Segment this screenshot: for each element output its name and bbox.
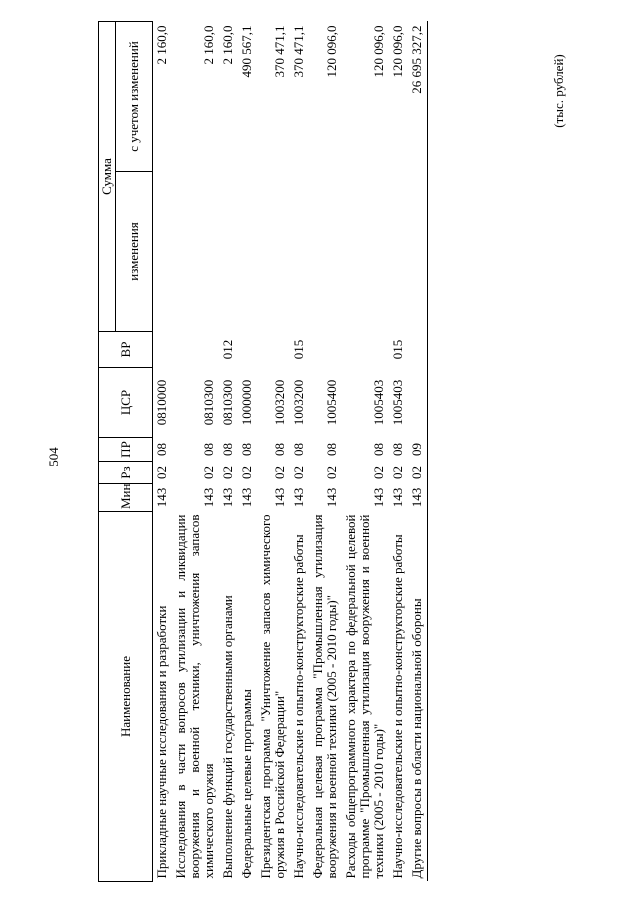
- row-changes: [408, 172, 428, 332]
- row-with-changes: 370 471,1: [272, 25, 287, 78]
- row-min: 143: [272, 487, 287, 508]
- row-with-changes: 370 471,1: [291, 25, 306, 78]
- row-name: Научно-исследовательские и опытно-конструкторские работы: [390, 534, 405, 879]
- row-name: Президентская программа "Уничтожение запасов химического оружия в Российской Федерации": [258, 514, 287, 879]
- row-vr: 012: [220, 339, 235, 360]
- row-csr: 0810300: [220, 379, 235, 426]
- row-rz: 02: [154, 466, 169, 479]
- row-changes: [257, 172, 290, 332]
- row-with-changes: 120 096,0: [390, 25, 405, 78]
- row-with-changes: 26 695 327,2: [408, 22, 428, 172]
- row-rz: 02: [390, 466, 405, 479]
- row-min: 143: [239, 487, 254, 508]
- row-pr: 08: [154, 443, 169, 456]
- row-vr: [342, 332, 389, 368]
- header-changes: изменения: [116, 172, 153, 332]
- header-min: Мин: [99, 484, 153, 512]
- row-name: Выполнение функций государственными органами: [220, 595, 235, 879]
- row-pr: 09: [408, 438, 428, 462]
- row-pr: 08: [220, 443, 235, 456]
- row-with-changes: 2 160,0: [154, 25, 169, 65]
- table-row: [342, 22, 389, 882]
- row-pr: 08: [272, 443, 287, 456]
- row-vr: 015: [291, 339, 306, 360]
- table-row: [257, 22, 290, 882]
- row-min: 143: [291, 487, 306, 508]
- row-min: 143: [324, 487, 339, 508]
- table-row: [408, 22, 428, 882]
- table-body: [153, 22, 428, 882]
- row-pr: 08: [239, 443, 254, 456]
- row-with-changes: 2 160,0: [201, 25, 216, 65]
- units-label: (тыс. рублей): [551, 54, 566, 128]
- row-csr: 0810000: [154, 379, 169, 426]
- header-with-changes: с учетом изменений: [116, 22, 153, 172]
- row-vr: [257, 332, 290, 368]
- row-rz: 02: [408, 462, 428, 484]
- table-row: [309, 22, 342, 882]
- row-name: Прикладные научные исследования и разработки: [154, 605, 169, 879]
- row-rz: 02: [201, 466, 216, 479]
- row-min: 143: [390, 487, 405, 508]
- row-min: 143: [371, 487, 386, 508]
- row-name: Федеральные целевые программы: [239, 689, 254, 879]
- row-changes: [219, 172, 238, 332]
- row-vr: [238, 332, 257, 368]
- row-changes: [309, 172, 342, 332]
- row-name: Другие вопросы в области национальной обороны: [408, 512, 428, 882]
- table-row: [238, 22, 257, 882]
- row-min: 143: [220, 487, 235, 508]
- row-csr: 1000000: [239, 379, 254, 426]
- row-csr: 1005400: [324, 379, 339, 426]
- row-vr: 015: [390, 339, 405, 360]
- header-rz: Рз: [99, 462, 153, 484]
- header-sum: Сумма: [99, 22, 116, 332]
- header-csr: ЦСР: [99, 368, 153, 438]
- table-row: [290, 22, 309, 882]
- row-rz: 02: [291, 466, 306, 479]
- row-csr: 1005403: [390, 379, 405, 426]
- row-rz: 02: [220, 466, 235, 479]
- header-row: [99, 22, 116, 882]
- row-pr: 08: [291, 443, 306, 456]
- row-with-changes: 2 160,0: [220, 25, 235, 65]
- row-vr: [408, 332, 428, 368]
- row-csr: 1005403: [371, 379, 386, 426]
- row-changes: [290, 172, 309, 332]
- row-csr: [408, 368, 428, 438]
- row-csr: 1003200: [272, 379, 287, 426]
- row-with-changes: 120 096,0: [324, 25, 339, 78]
- table-row: [172, 22, 219, 882]
- row-name: Федеральная целевая программа "Промышленная утилизация вооружения и военной техники (2005 - 2010 годы)": [310, 514, 339, 879]
- row-min: 143: [201, 487, 216, 508]
- row-changes: [238, 172, 257, 332]
- row-name: Расходы общепрограммного характера по федеральной целевой программе "Промышленная утилизация вооружения и военной техники (2005 - 2010 годы)": [343, 514, 386, 879]
- row-csr: 1003200: [291, 379, 306, 426]
- row-rz: 02: [371, 466, 386, 479]
- header-pr: ПР: [99, 438, 153, 462]
- row-pr: 08: [371, 443, 386, 456]
- row-rz: 02: [239, 466, 254, 479]
- table-row: [389, 22, 408, 882]
- row-changes: [172, 172, 219, 332]
- table-row: [153, 22, 173, 882]
- table-row: [219, 22, 238, 882]
- row-name: Исследования в части вопросов утилизации и ликвидации вооружения и военной техники, уничтожения запасов химического оружия: [173, 514, 216, 879]
- row-changes: [153, 172, 173, 332]
- row-vr: [309, 332, 342, 368]
- row-vr: [172, 332, 219, 368]
- row-csr: 0810300: [201, 379, 216, 426]
- row-pr: 08: [324, 443, 339, 456]
- row-vr: [153, 332, 173, 368]
- row-min: 143: [154, 487, 169, 508]
- row-name: Научно-исследовательские и опытно-конструкторские работы: [291, 534, 306, 879]
- header-vr: ВР: [99, 332, 153, 368]
- row-pr: 08: [201, 443, 216, 456]
- row-pr: 08: [390, 443, 405, 456]
- row-min: 143: [408, 484, 428, 512]
- page-number: 504: [46, 447, 61, 467]
- budget-table: [98, 21, 428, 882]
- row-with-changes: 490 567,1: [239, 25, 254, 78]
- row-with-changes: 120 096,0: [371, 25, 386, 78]
- header-name: Наименование: [99, 512, 153, 882]
- row-rz: 02: [272, 466, 287, 479]
- row-rz: 02: [324, 466, 339, 479]
- row-changes: [389, 172, 408, 332]
- row-changes: [342, 172, 389, 332]
